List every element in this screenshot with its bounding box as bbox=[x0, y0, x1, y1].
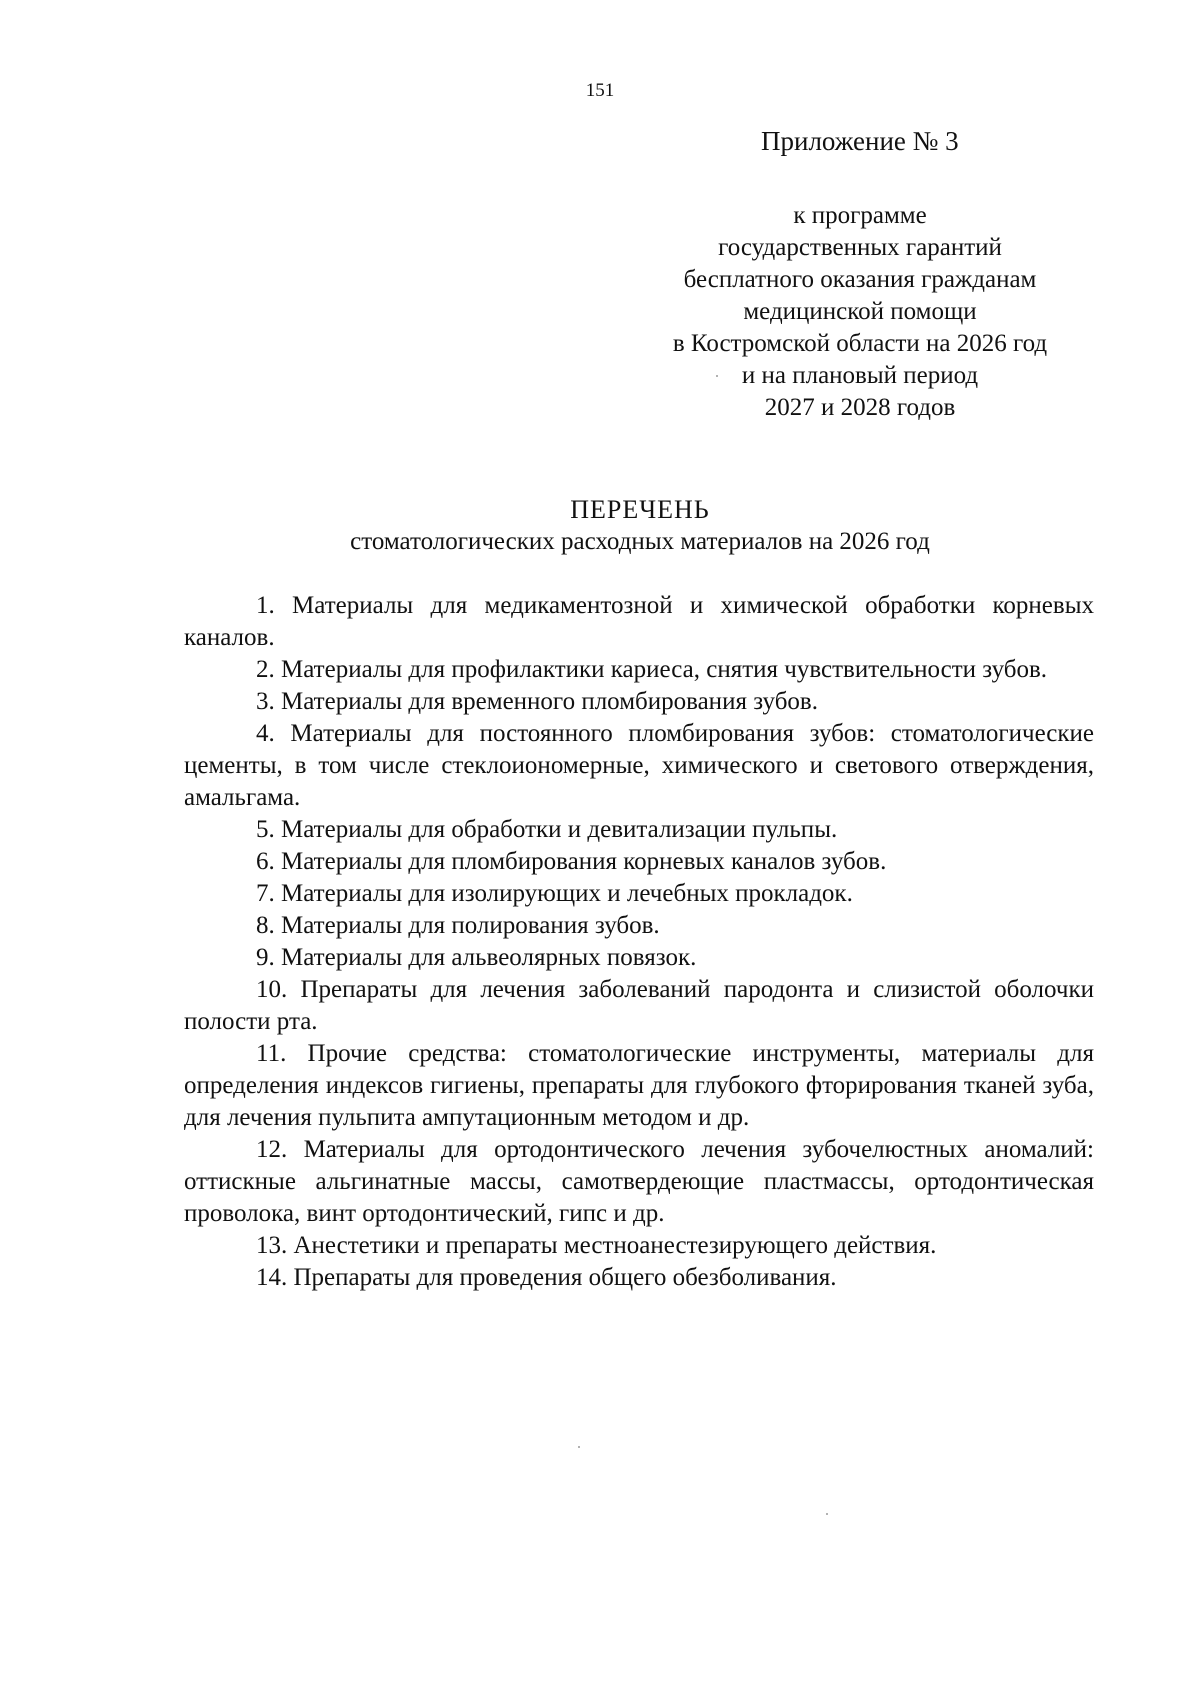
appendix-line: государственных гарантий bbox=[718, 234, 1002, 261]
scan-speck bbox=[578, 1446, 580, 1448]
list-item: 9. Материалы для альвеолярных повязок. bbox=[256, 944, 697, 971]
list-item: 14. Препараты для проведения общего обезболивания. bbox=[256, 1264, 837, 1291]
appendix-line: в Костромской области на 2026 год bbox=[672, 330, 1048, 357]
list-item: 6. Материалы для пломбирования корневых каналов зубов. bbox=[256, 848, 887, 875]
document-subtitle: стоматологических расходных материалов на 2026 год bbox=[350, 528, 930, 555]
page-number: 151 bbox=[585, 80, 615, 101]
appendix-line: 2027 и 2028 годов bbox=[764, 394, 956, 421]
appendix-title: Приложение № 3 bbox=[761, 126, 959, 156]
list-item: 10. Препараты для лечения заболеваний пародонта и слизистой оболочки полости рта. bbox=[184, 976, 1094, 1035]
list-item: 8. Материалы для полирования зубов. bbox=[256, 912, 660, 939]
appendix-line: медицинской помощи bbox=[743, 298, 977, 325]
list-item: 5. Материалы для обработки и девитализации пульпы. bbox=[256, 816, 838, 843]
appendix-subtitle bbox=[600, 200, 1120, 424]
list-item: 1. Материалы для медикаментозной и химической обработки корневых каналов. bbox=[184, 592, 1094, 651]
appendix-line: к программе bbox=[793, 202, 927, 229]
scan-speck bbox=[716, 375, 718, 377]
list-item: 3. Материалы для временного пломбирования зубов. bbox=[256, 688, 818, 715]
list-item: 2. Материалы для профилактики кариеса, снятия чувствительности зубов. bbox=[256, 656, 1048, 683]
list-item: 7. Материалы для изолирующих и лечебных прокладок. bbox=[256, 880, 853, 907]
appendix-line: и на плановый период bbox=[741, 362, 979, 389]
list-item: 12. Материалы для ортодонтического лечения зубочелюстных аномалий: оттискные альгинатные массы, самотвердеющие пластмассы, ортодонтическая проволока, винт ортодонтический, гипс и др. bbox=[184, 1136, 1094, 1227]
document-title: ПЕРЕЧЕНЬ bbox=[570, 495, 710, 524]
list-item: 4. Материалы для постоянного пломбирования зубов: стоматологические цементы, в том числе стеклоиономерные, химического и светового отверждения, амальгама. bbox=[184, 720, 1094, 811]
scan-speck bbox=[826, 1513, 828, 1515]
appendix-line: бесплатного оказания гражданам bbox=[683, 266, 1037, 293]
list-item: 13. Анестетики и препараты местноанестезирующего действия. bbox=[256, 1232, 937, 1259]
list-item: 11. Прочие средства: стоматологические инструменты, материалы для определения индексов гигиены, препараты для глубокого фторирования тканей зуба, для лечения пульпита ампутационным методом и др. bbox=[184, 1040, 1094, 1131]
materials-list bbox=[184, 590, 1094, 1294]
